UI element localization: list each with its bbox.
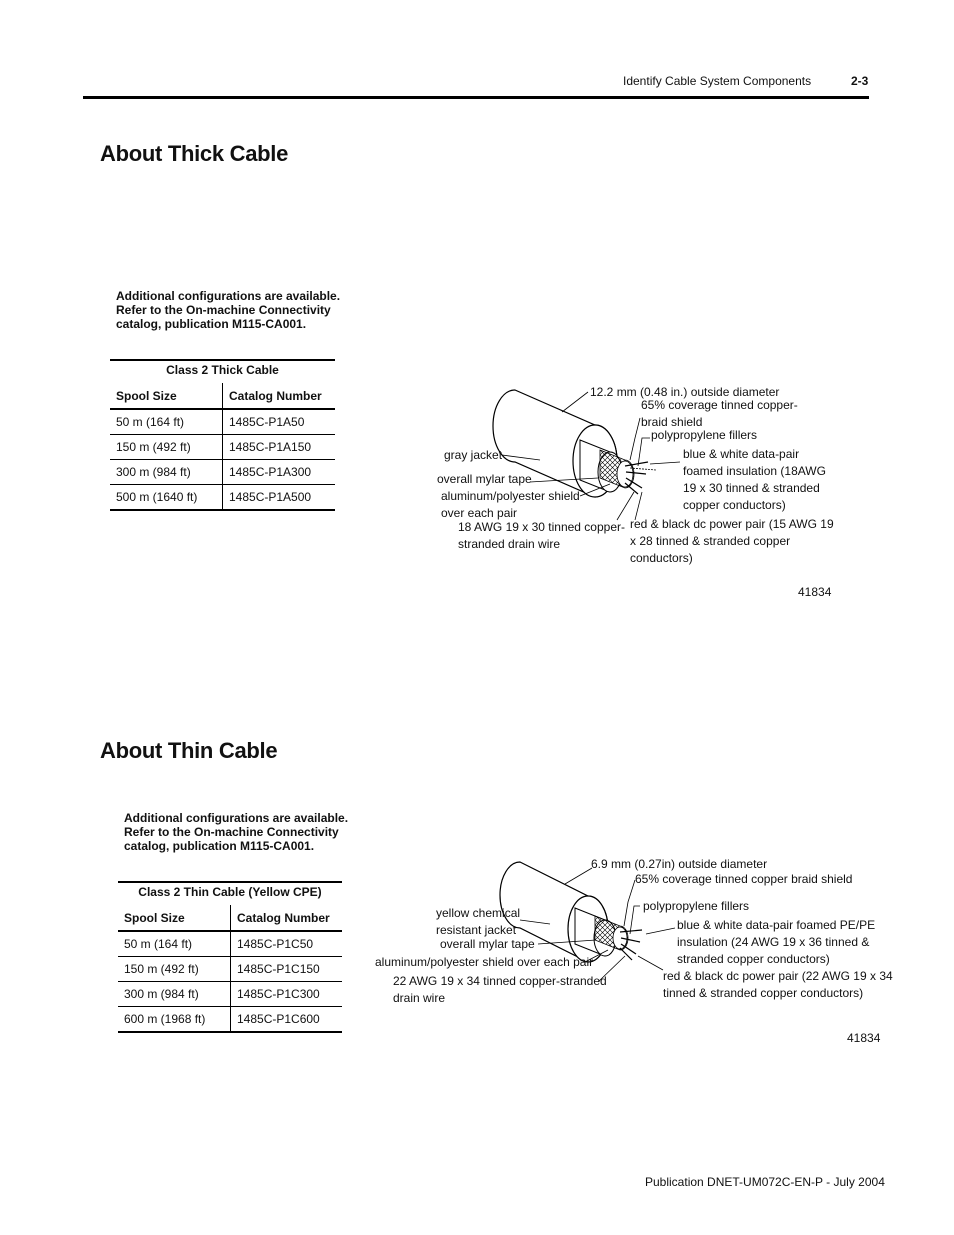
thick-col-spool-size: Spool Size [110,383,223,409]
spool-size-cell: 300 m (984 ft) [118,982,231,1007]
thick-label-power-pair: red & black dc power pair (15 AWG 19 x 28 tinned & stranded copper conductors) [630,517,834,565]
thin-label-fillers: polypropylene fillers [643,899,750,913]
thin-col-spool-size: Spool Size [118,905,231,931]
table-row [110,485,335,511]
thin-label-mylar: overall mylar tape [440,937,535,951]
thin-cable-heading: About Thin Cable [100,738,278,763]
thin-cable-note: Additional configurations are available. Refer to the On-machine Connectivity catalog, publication M115-CA001. [124,811,349,853]
catalog-number-cell: 1485C-P1A50 [223,409,336,435]
catalog-number-cell: 1485C-P1C600 [231,1007,343,1033]
running-header-title: Identify Cable System Components [623,74,812,88]
page-number: 2-3 [851,74,869,88]
thick-col-catalog-number: Catalog Number [223,383,336,409]
table-row [118,982,342,1007]
thick-label-shield: aluminum/polyester shield over each pair [441,489,580,520]
spool-size-cell: 150 m (492 ft) [118,957,231,982]
thin-label-power-pair: red & black dc power pair (22 AWG 19 x 34 tinned & stranded copper conductors) [663,969,893,1000]
spool-size-cell: 50 m (164 ft) [118,931,231,957]
table-row [118,931,342,957]
thick-cable-heading: About Thick Cable [100,141,289,166]
catalog-number-cell: 1485C-P1C150 [231,957,343,982]
thick-table-caption: Class 2 Thick Cable [110,359,335,383]
header-rule [83,96,869,99]
thin-figure-number: 41834 [847,1031,881,1045]
thick-figure-number: 41834 [798,585,832,599]
thick-label-diameter: 12.2 mm (0.48 in.) outside diameter [590,385,780,399]
thin-cable-table [118,881,342,1033]
thin-table-caption: Class 2 Thin Cable (Yellow CPE) [118,881,342,905]
catalog-number-cell: 1485C-P1C50 [231,931,343,957]
table-row [110,435,335,460]
thick-label-fillers: polypropylene fillers [651,428,758,442]
table-row [118,957,342,982]
spool-size-cell: 50 m (164 ft) [110,409,223,435]
thick-label-mylar: overall mylar tape [437,472,532,486]
catalog-number-cell: 1485C-P1C300 [231,982,343,1007]
catalog-number-cell: 1485C-P1A150 [223,435,336,460]
spool-size-cell: 500 m (1640 ft) [110,485,223,511]
table-row [118,1007,342,1033]
spool-size-cell: 600 m (1968 ft) [118,1007,231,1033]
thick-label-drain: 18 AWG 19 x 30 tinned copper- stranded drain wire [458,520,625,551]
spool-size-cell: 300 m (984 ft) [110,460,223,485]
thick-label-braid: 65% coverage tinned copper- braid shield [641,398,798,429]
thin-label-diameter: 6.9 mm (0.27in) outside diameter [591,857,768,871]
thick-cable-table [110,359,335,511]
thin-col-catalog-number: Catalog Number [231,905,343,931]
thin-label-jacket: yellow chemical resistant jacket [436,906,521,937]
thin-label-data-pair: blue & white data-pair foamed PE/PE insulation (24 AWG 19 x 36 tinned & stranded copper conductors) [677,918,876,966]
table-row [110,409,335,435]
publication-footer: Publication DNET-UM072C-EN-P - July 2004 [645,1175,885,1189]
catalog-number-cell: 1485C-P1A300 [223,460,336,485]
thin-label-shield: aluminum/polyester shield over each pair [375,955,594,969]
thin-label-braid: 65% coverage tinned copper braid shield [635,872,853,886]
catalog-number-cell: 1485C-P1A500 [223,485,336,511]
thin-label-drain: 22 AWG 19 x 34 tinned copper-stranded drain wire [393,974,607,1005]
table-row [110,460,335,485]
thick-label-data-pair: blue & white data-pair foamed insulation (18AWG 19 x 30 tinned & stranded copper conductors) [683,447,826,512]
thick-label-jacket: gray jacket [444,448,503,462]
thick-cable-note: Additional configurations are available. Refer to the On-machine Connectivity catalog, publication M115-CA001. [116,289,341,331]
spool-size-cell: 150 m (492 ft) [110,435,223,460]
